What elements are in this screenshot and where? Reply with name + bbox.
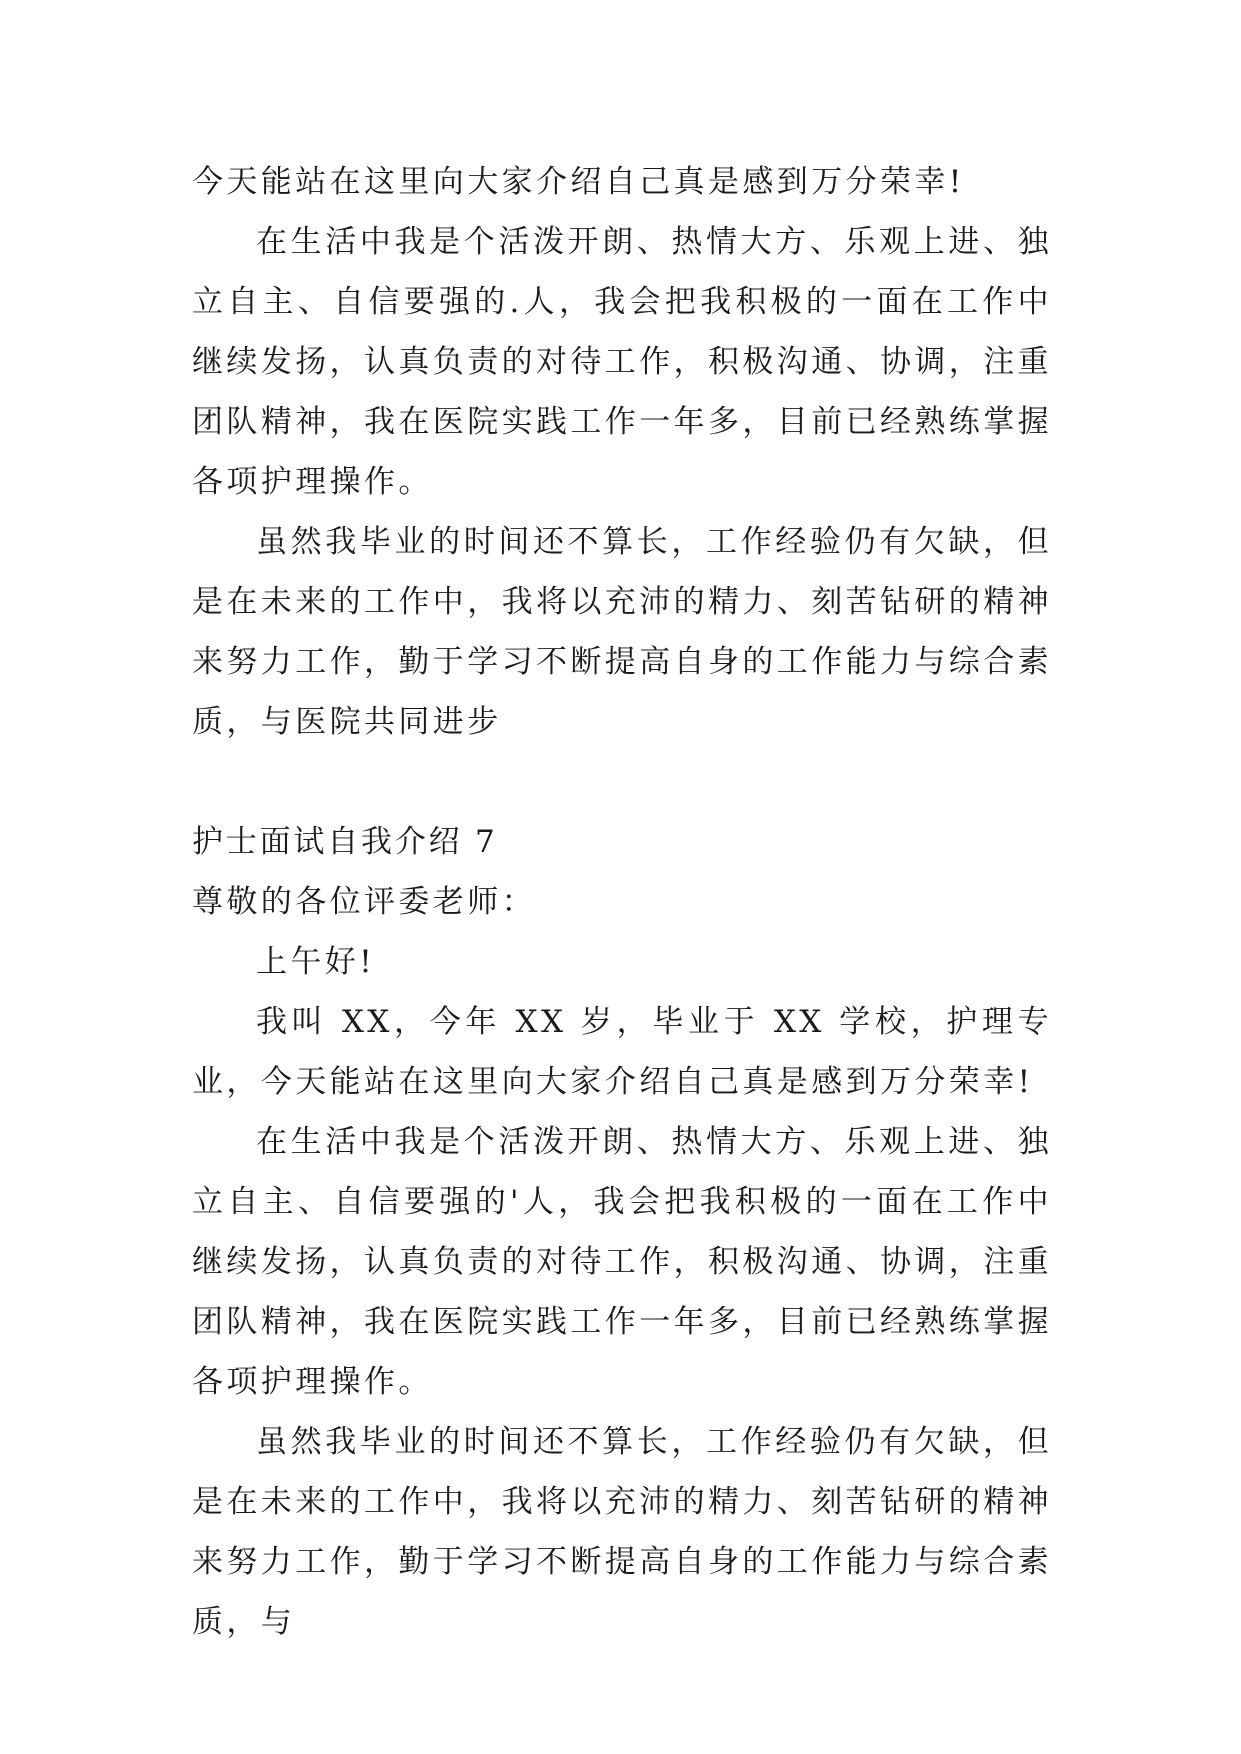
greeting: 尊敬的各位评委老师： [192,884,536,920]
document-body [192,152,1052,1652]
section-title: 护士面试自我介绍 7 [192,824,498,860]
section-paragraph-2: 我叫 XX，今年 XX 岁，毕业于 XX 学校，护理专业，今天能站在这里向大家介绍自己真是感到万分荣幸! [192,1004,1052,1100]
section-paragraph-1: 上午好! [256,944,376,980]
paragraph-3: 虽然我毕业的时间还不算长，工作经验仍有欠缺，但是在未来的工作中，我将以充沛的精力、刻苦钻研的精神来努力工作，勤于学习不断提高自身的工作能力与综合素质，与医院共同进步 [192,524,1052,740]
paragraph-2: 在生活中我是个活泼开朗、热情大方、乐观上进、独立自主、自信要强的.人，我会把我积极的一面在工作中继续发扬，认真负责的对待工作，积极沟通、协调，注重团队精神，我在医院实践工作一年多，目前已经熟练掌握各项护理操作。 [192,224,1052,500]
section-paragraph-4: 虽然我毕业的时间还不算长，工作经验仍有欠缺，但是在未来的工作中，我将以充沛的精力、刻苦钻研的精神来努力工作，勤于学习不断提高自身的工作能力与综合素质，与 [192,1424,1052,1640]
section-paragraph-3: 在生活中我是个活泼开朗、热情大方、乐观上进、独立自主、自信要强的'人，我会把我积极的一面在工作中继续发扬，认真负责的对待工作，积极沟通、协调，注重团队精神，我在医院实践工作一年多，目前已经熟练掌握各项护理操作。 [192,1124,1052,1400]
paragraph-1: 今天能站在这里向大家介绍自己真是感到万分荣幸! [192,164,965,200]
